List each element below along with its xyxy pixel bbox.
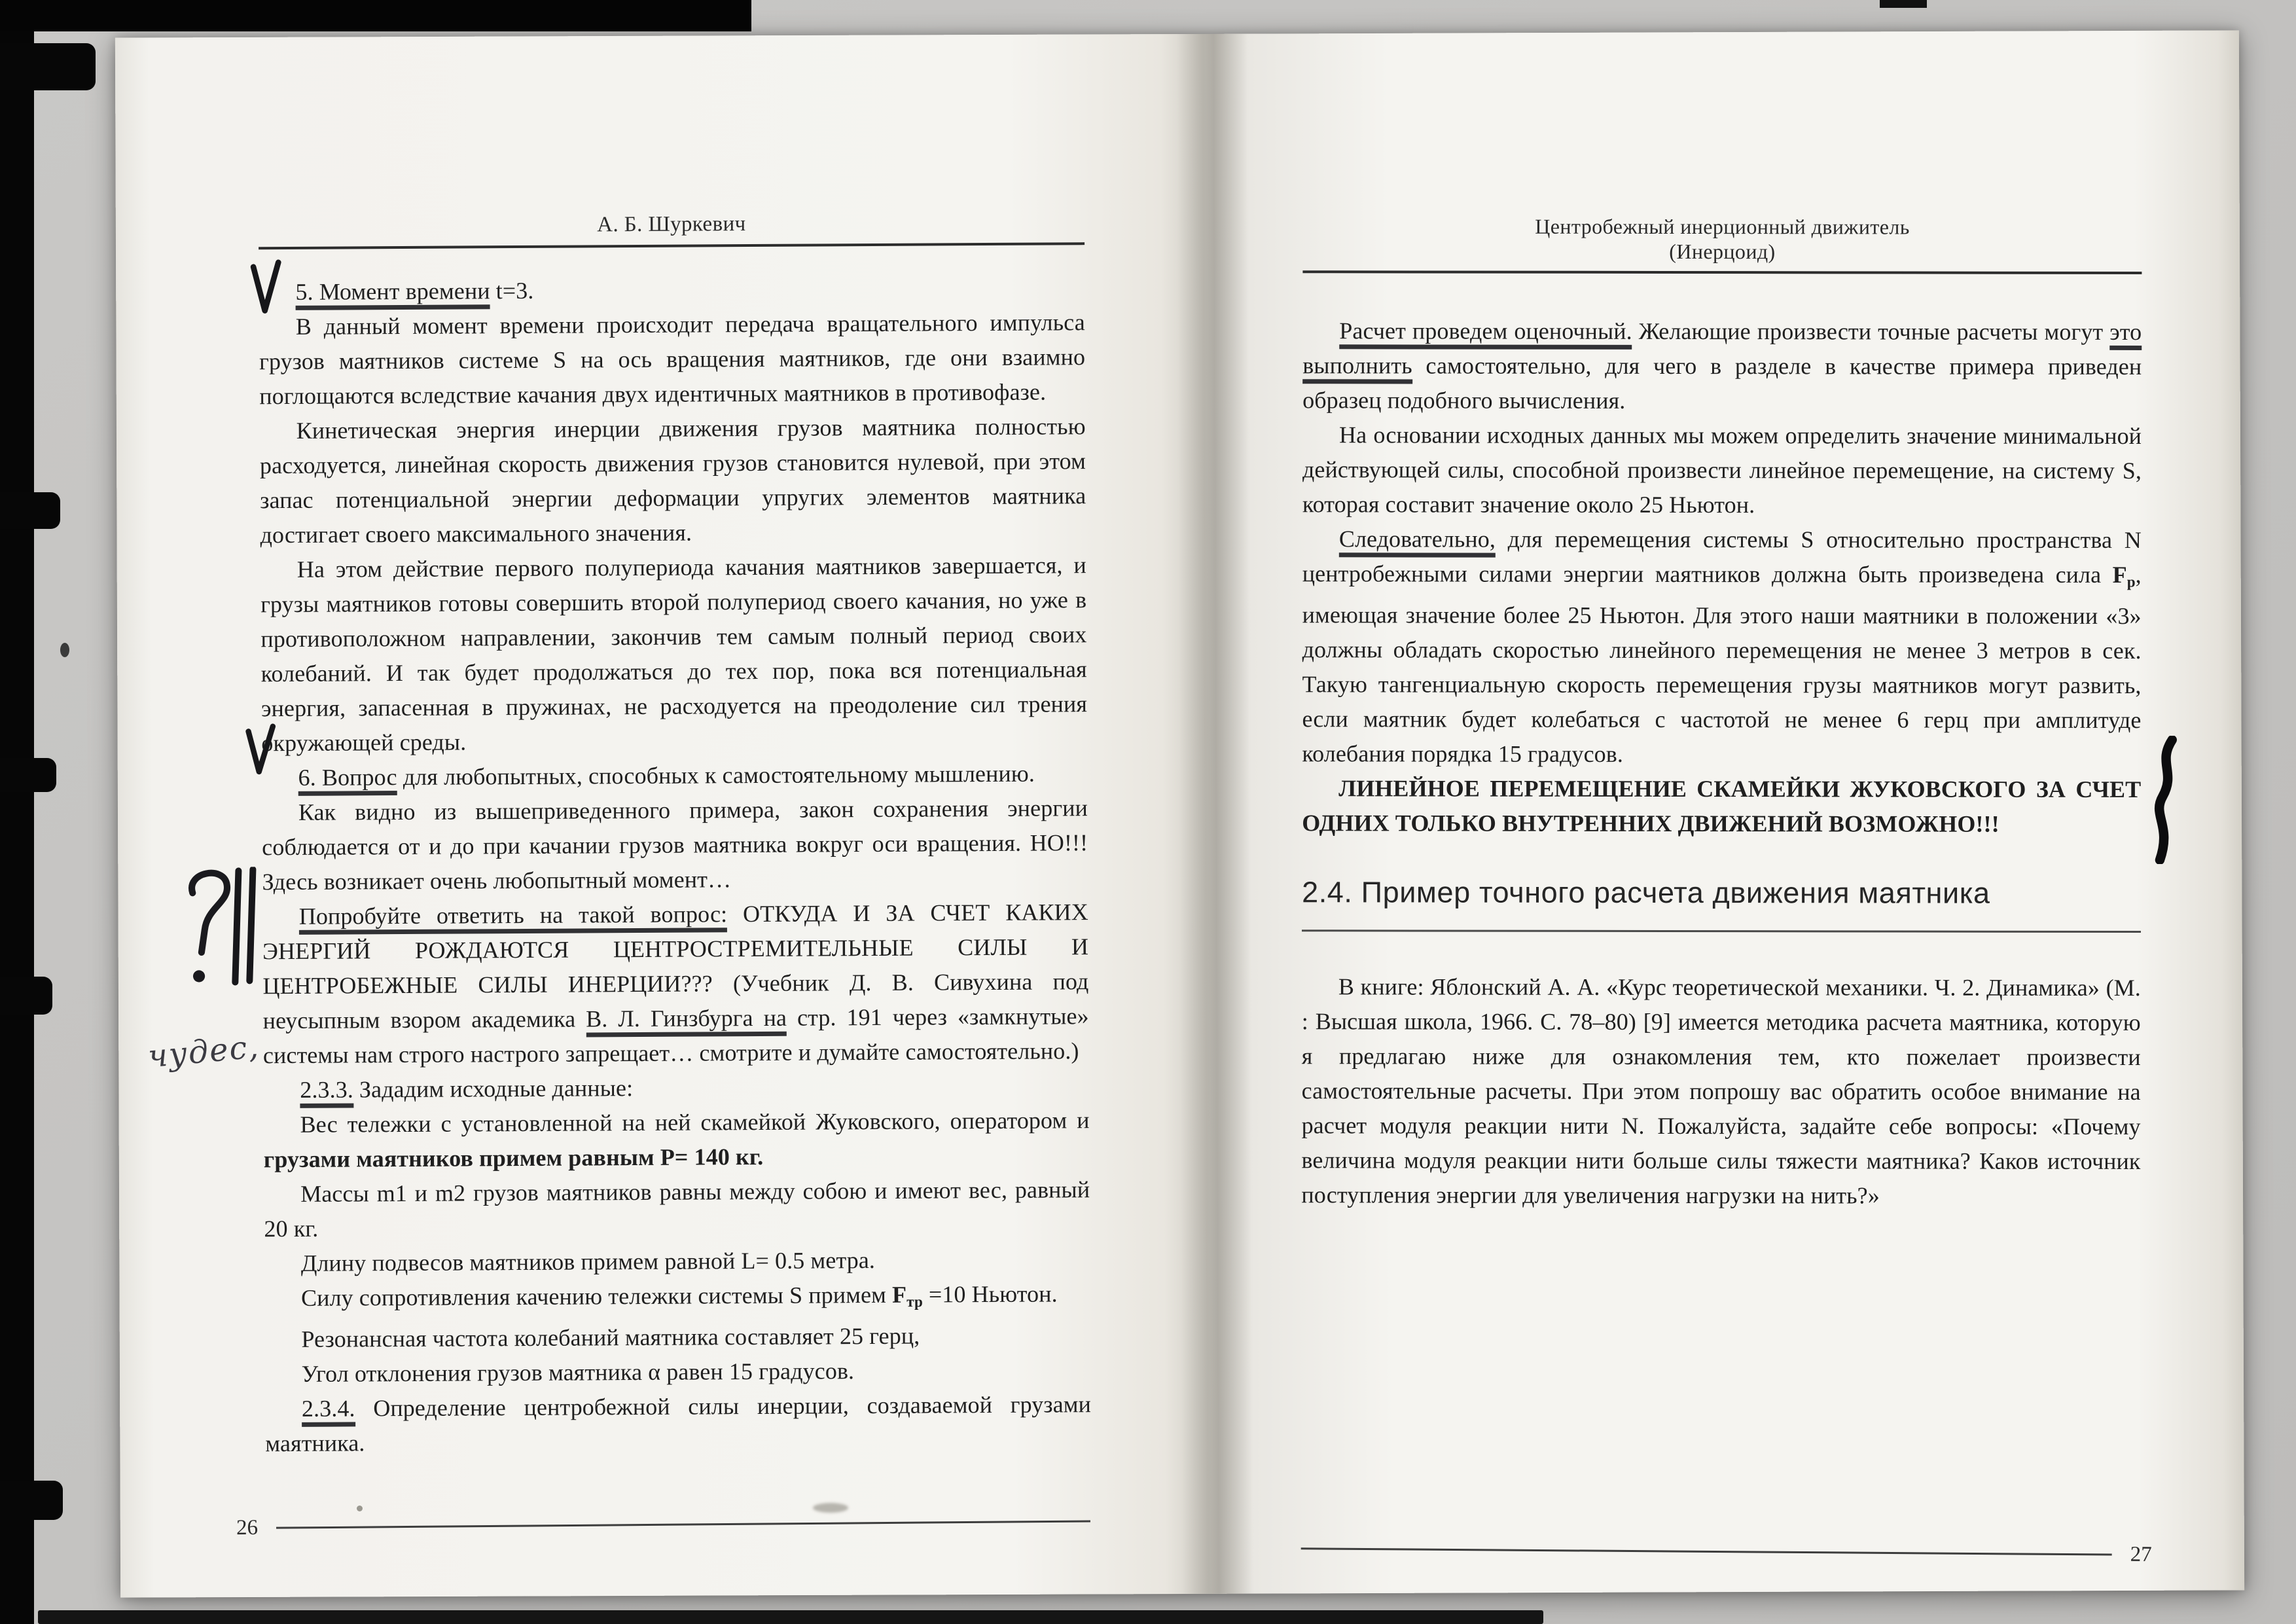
paragraph: [260, 409, 1086, 552]
scanner-artifact-dot: [60, 643, 69, 657]
text-run: Определение центробежной силы инерции, создаваемой грузами маятника.: [265, 1391, 1092, 1457]
right-page: [1301, 213, 2152, 1566]
left-header-rule: [259, 242, 1085, 249]
pen-underlined-text: это выполнить: [1302, 319, 2142, 384]
text-run: , имеющая значение более 25 Ньютон. Для этого наши маятники в положении «3» должны обладать скоростью линейного перемещения не менее 3 метров в сек. Такую тангенциальную скорость перемещения грузы маятников могут развить, если маятник будет колебаться с частотой не менее 6 герц при амплитуде колебания порядка 15 градусов.: [1302, 561, 2142, 768]
paragraph: [259, 305, 1086, 414]
text-run: Силу сопротивления качению тележки системы S примем: [300, 1281, 893, 1311]
paragraph: [264, 1276, 1090, 1322]
book-spread: [115, 30, 2244, 1597]
scanner-artifact-blob: [0, 492, 60, 529]
scanner-edge-top: [0, 0, 751, 31]
text-run: Желающие произвести точные расчеты могут: [1632, 317, 2110, 345]
scanner-artifact-blob: [0, 758, 56, 792]
paragraph: [1301, 970, 2141, 1214]
scanner-artifact-mark: [1880, 0, 1927, 8]
dust-smudge: [813, 1503, 848, 1513]
book-spine-shadow: [1177, 34, 1253, 1594]
paragraph: [1302, 522, 2142, 772]
left-page-text-block: [259, 270, 1091, 1461]
left-running-header-text: А. Б. Шуркевич: [597, 212, 746, 237]
paragraph: [1302, 418, 2142, 523]
text-run: стр. 191 через «замкнутые» системы нам строго настрого запрещает… смотрите и думайте самостоятельно.): [262, 1003, 1089, 1069]
right-page-text-block-top: [1302, 314, 2142, 842]
text-run: ЛИНЕЙНОЕ ПЕРЕМЕЩЕНИЕ СКАМЕЙКИ ЖУКОВСКОГО ЗА СЧЕТ ОДНИХ ТОЛЬКО ВНУТРЕННИХ ДВИЖЕНИЙ ВОЗМОЖНО!!!: [1302, 775, 2142, 838]
scanner-artifact-blob: [0, 43, 96, 90]
text-run: Длину подвесов маятников примем равной L= 0.5 метра.: [300, 1246, 876, 1276]
left-page: [146, 209, 1092, 1540]
right-page-footer: [1301, 1536, 2152, 1567]
paragraph: [261, 756, 1087, 795]
text-run: На этом действие первого полупериода качания маятников завершается, и грузы маятников готовы совершить второй полупериод своего качания, но уже в противоположном направлении, закончив тем самым полный период своих колебаний. И так будет продолжаться до тех пор, пока вся потенциальная энергия, запасенная в пружинах, не расходуется на преодоление сил трения окружающей среды.: [260, 552, 1088, 757]
section-heading: 2.4. Пример точного расчета движения маятника: [1302, 875, 2141, 933]
right-page-number: 27: [2130, 1542, 2152, 1566]
right-page-text-block-bottom: [1301, 970, 2141, 1214]
scanner-edge-bottom: [38, 1610, 1543, 1624]
paragraph: [260, 548, 1088, 761]
pen-underlined-text: 5. Момент времени: [295, 278, 490, 310]
paragraph: [264, 1172, 1090, 1246]
right-header-rule: [1302, 270, 2142, 274]
left-running-header: [259, 209, 1085, 249]
pen-underlined-text: 2.3.4.: [302, 1396, 355, 1427]
pen-underlined-text: В. Л. Гинзбурга на: [586, 1005, 787, 1038]
text-run: На основании исходных данных мы можем определить значение минимальной действующей силы, способной произвести линейное перемещение, на систему S, которая составит значение около 25 Ньютон.: [1302, 422, 2142, 518]
text-run: р: [2126, 573, 2136, 590]
text-run: В данный момент времени происходит передача вращательного импульса грузов маятников системе S на ось вращения маятников, где они взаимно поглощаются вследствие качания двух идентичных маятников в противофазе.: [259, 309, 1086, 410]
text-run: Вес тележки с установленной на ней скамейкой Жуковского, оператором и: [300, 1107, 1090, 1138]
scanner-edge-left: [0, 0, 34, 1624]
paragraph: [264, 1318, 1090, 1358]
double-bar-annotation-icon: [230, 867, 259, 986]
paragraph: [262, 791, 1088, 899]
right-running-header-line1: Центробежный инерционный движитель: [1535, 214, 1910, 239]
text-run: t=3.: [490, 277, 534, 304]
right-running-header-line2: (Инерцоид): [1669, 239, 1776, 264]
left-page-number: 26: [236, 1515, 259, 1540]
text-run: тр: [906, 1293, 923, 1310]
right-running-header: [1302, 213, 2142, 274]
text-run: Угол отклонения грузов маятника α равен 15 градусов.: [301, 1358, 855, 1388]
text-run: =10 Ньютон.: [922, 1280, 1058, 1308]
left-footer-rule: [276, 1520, 1090, 1528]
pen-underlined-text: 2.3.3.: [300, 1076, 353, 1108]
text-run: Резонансная частота колебаний маятника составляет 25 герц,: [301, 1323, 920, 1353]
text-run: F: [891, 1281, 907, 1308]
paragraph: [262, 895, 1089, 1073]
scanner-artifact-blob: [0, 977, 52, 1015]
dust-speck: [357, 1506, 363, 1511]
text-run: F: [2112, 561, 2127, 588]
paragraph: [265, 1353, 1091, 1392]
handwritten-margin-note: чудес,: [146, 1028, 261, 1075]
scanner-artifact-blob: [0, 1481, 63, 1520]
paragraph: [263, 1103, 1090, 1177]
text-run: Кинетическая энергия инерции движения грузов маятника полностью расходуется, линейная скорость движения грузов становится нулевой, при этом запас потенциальной энергии деформации упругих элементов маятника достигает своего максимального значения.: [259, 413, 1086, 549]
text-run: Как видно из вышеприведенного примера, закон сохранения энергии соблюдается от и до при качании грузов маятника вокруг оси вращения. НО!!! Здесь возникает очень любопытный момент…: [262, 795, 1088, 895]
paragraph: [263, 1068, 1089, 1108]
text-run: для перемещения системы S относительно пространства N центробежными силами энергии маятников должна быть произведена сила: [1302, 526, 2142, 588]
right-footer-rule: [1301, 1547, 2112, 1555]
text-run: грузами маятников примем равным Р= 140 кг.: [263, 1143, 764, 1173]
paragraph: [264, 1242, 1090, 1281]
paragraph: [259, 270, 1085, 310]
text-run: Зададим исходные данные:: [353, 1075, 634, 1103]
text-run: ОТКУДА И ЗА СЧЕТ КАКИХ ЭНЕРГИЙ РОЖДАЮТСЯ ЦЕНТРОСТРЕМИТЕЛЬНЫЕ СИЛЫ И ЦЕНТРОБЕЖНЫЕ СИЛЫ ИНЕРЦИИ??? (Учебник Д. В. Сивухина под неусыпным взором академика: [262, 899, 1089, 1034]
pen-underlined-text: 6. Вопрос: [298, 764, 397, 796]
question-mark-annotation-icon: [181, 865, 249, 1004]
left-page-footer: [236, 1509, 1090, 1540]
pen-scribble-annotation-icon: [2147, 736, 2181, 864]
text-run: В книге: Яблонский А. А. «Курс теоретической механики. Ч. 2. Динамика» (М. : Высшая школа, 1966. С. 78–80) [9] имеется методика расчета маятника, которую я предлагаю ниже для ознакомления тем, кто пожелает произвести самостоятельные расчеты. При этом попрошу вас обратить особое внимание на расчет модуля реакции нити N. Пожалуйста, задайте себе вопросы: «Почему величина модуля реакции нити больше силы тяжести маятника? Каков источник поступления энергии для увеличения нагрузки на нить?»: [1301, 973, 2141, 1209]
pen-underlined-text: Расчет проведем оценочный.: [1339, 317, 1632, 350]
text-run: для любопытных, способных к самостоятельному мышлению.: [397, 760, 1035, 791]
text-run: Массы m1 и m2 грузов маятников равны между собою и имеют вес, равный 20 кг.: [264, 1176, 1090, 1242]
pen-underlined-text: Попробуйте ответить на такой вопрос:: [299, 901, 728, 935]
paragraph: [265, 1388, 1092, 1462]
pen-underlined-text: Следовательно,: [1339, 526, 1496, 557]
paragraph: [1302, 314, 2142, 419]
paragraph: [1302, 772, 2141, 842]
text-run: самостоятельно, для чего в разделе в качестве примера приведен образец подобного вычисления.: [1302, 352, 2142, 414]
